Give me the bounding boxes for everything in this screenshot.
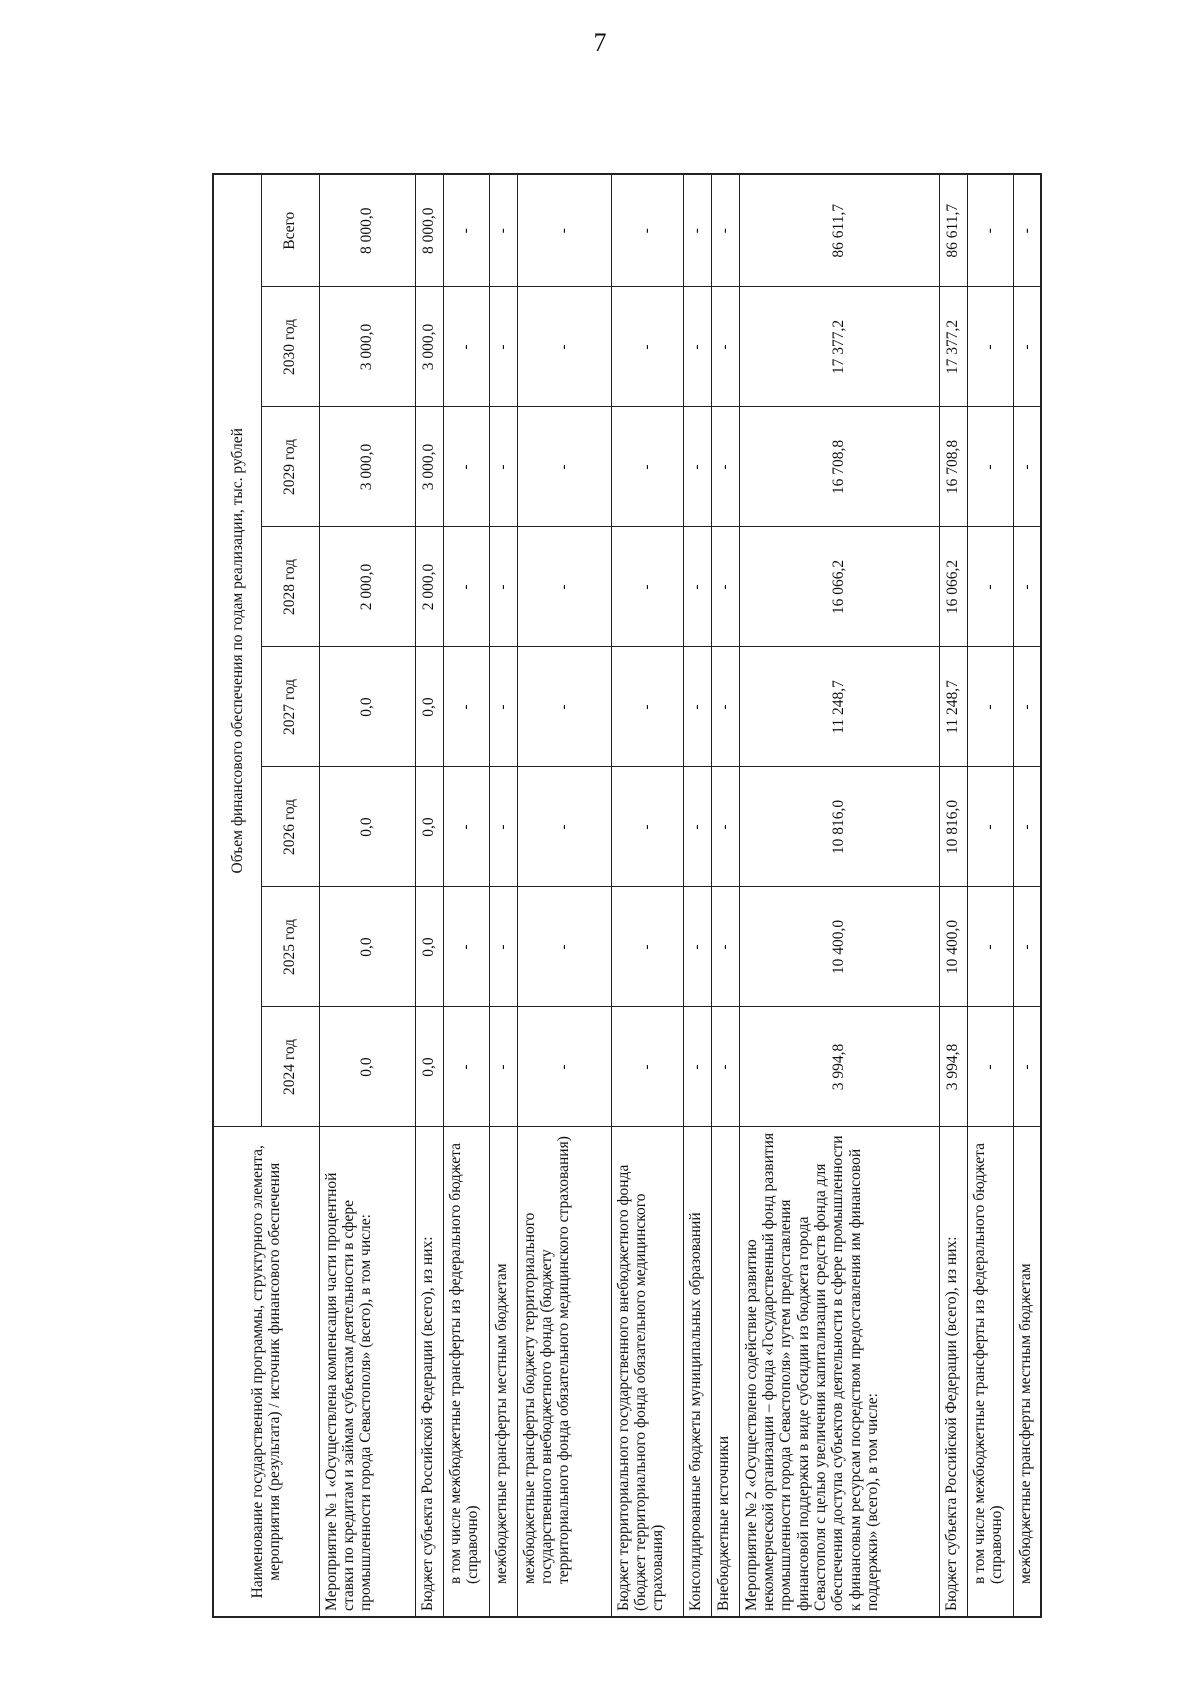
cell-value: 2 000,0 <box>415 527 443 647</box>
cell-value: 0,0 <box>319 1007 415 1127</box>
cell-value: 0,0 <box>415 1007 443 1127</box>
table-row <box>489 174 517 1617</box>
cell-value: 16 066,2 <box>739 527 939 647</box>
cell-value: - <box>611 647 683 767</box>
cell-value: - <box>443 287 489 407</box>
header-year: 2029 год <box>261 407 319 527</box>
cell-value: - <box>489 767 517 887</box>
cell-value: - <box>967 287 1013 407</box>
cell-value: - <box>611 767 683 887</box>
cell-value: 3 000,0 <box>415 287 443 407</box>
cell-value: - <box>711 887 739 1007</box>
table-row <box>415 174 443 1617</box>
cell-value: - <box>489 647 517 767</box>
cell-value: 3 000,0 <box>415 407 443 527</box>
cell-value: 0,0 <box>415 647 443 767</box>
table-row <box>1013 174 1041 1617</box>
cell-value: - <box>517 887 611 1007</box>
cell-total: - <box>517 174 611 287</box>
cell-value: - <box>489 407 517 527</box>
cell-value: 10 400,0 <box>939 887 967 1007</box>
cell-value: - <box>967 647 1013 767</box>
cell-value: - <box>611 527 683 647</box>
cell-value: - <box>711 287 739 407</box>
cell-value: 0,0 <box>319 887 415 1007</box>
table-row <box>443 174 489 1617</box>
row-label: Бюджет субъекта Российской Федерации (всего), из них: <box>939 1127 967 1617</box>
cell-value: - <box>489 527 517 647</box>
row-label: Консолидированные бюджеты муниципальных образований <box>683 1127 711 1617</box>
header-volume-column: Объем финансового обеспечения по годам реализации, тыс. рублей <box>213 174 261 1127</box>
cell-value: 2 000,0 <box>319 527 415 647</box>
cell-value: - <box>967 1007 1013 1127</box>
header-name-column: Наименование государственной программы, структурного элемента, мероприятия (результата) / источник финансового обеспечения <box>213 1127 319 1617</box>
table-row <box>683 174 711 1617</box>
row-label: межбюджетные трансферты местным бюджетам <box>489 1127 517 1617</box>
cell-value: - <box>683 287 711 407</box>
cell-value: 17 377,2 <box>939 287 967 407</box>
cell-value: - <box>711 1007 739 1127</box>
cell-value: - <box>611 1007 683 1127</box>
table-row <box>967 174 1013 1617</box>
cell-value: 11 248,7 <box>739 647 939 767</box>
row-label: Бюджет субъекта Российской Федерации (всего), из них: <box>415 1127 443 1617</box>
cell-value: - <box>1013 407 1041 527</box>
cell-value: - <box>1013 647 1041 767</box>
table-row <box>939 174 967 1617</box>
cell-value: - <box>683 647 711 767</box>
cell-total: - <box>1013 174 1041 287</box>
cell-value: - <box>683 407 711 527</box>
cell-total: - <box>443 174 489 287</box>
cell-total: 8 000,0 <box>319 174 415 287</box>
cell-value: - <box>517 767 611 887</box>
cell-value: - <box>517 407 611 527</box>
cell-value: 3 000,0 <box>319 407 415 527</box>
cell-value: - <box>711 527 739 647</box>
row-label: Мероприятие № 2 «Осуществлено содействие развитию некоммерческой организации – фонда «Государственный фонд развития промышленности города Севастополя» путем предоставления финансовой поддержки в виде субсидии из бюджета города Севастополя с целью увеличения капитализации средств фонда для обеспечения доступа субъектов деятельности в сфере промышленности к финансовым ресурсам посредством предоставления им финансовой поддержки» (всего), в том числе: <box>739 1127 939 1617</box>
financing-table <box>212 173 1042 1618</box>
cell-value: - <box>967 767 1013 887</box>
cell-value: - <box>443 887 489 1007</box>
cell-value: - <box>967 527 1013 647</box>
row-label: Бюджет территориального государственного внебюджетного фонда (бюджет территориального фонда обязательного медицинского страхования) <box>611 1127 683 1617</box>
table-row <box>517 174 611 1617</box>
cell-value: - <box>489 1007 517 1127</box>
cell-value: 16 708,8 <box>939 407 967 527</box>
cell-value: 16 708,8 <box>739 407 939 527</box>
header-year: 2024 год <box>261 1007 319 1127</box>
row-label: в том числе межбюджетные трансферты из федерального бюджета (справочно) <box>443 1127 489 1617</box>
cell-total: - <box>611 174 683 287</box>
table-row <box>739 174 939 1617</box>
cell-value: - <box>1013 287 1041 407</box>
cell-value: - <box>683 1007 711 1127</box>
cell-value: - <box>517 287 611 407</box>
cell-value: 11 248,7 <box>939 647 967 767</box>
cell-value: - <box>517 1007 611 1127</box>
row-label: Внебюджетные источники <box>711 1127 739 1617</box>
cell-value: 3 994,8 <box>939 1007 967 1127</box>
cell-value: - <box>967 887 1013 1007</box>
table-row <box>611 174 683 1617</box>
table-row <box>319 174 415 1617</box>
header-year: 2028 год <box>261 527 319 647</box>
header-year: 2027 год <box>261 647 319 767</box>
table-row <box>711 174 739 1617</box>
header-total: Всего <box>261 174 319 287</box>
row-label: межбюджетные трансферты бюджету территориального государственного внебюджетного фонда (бюджету территориального фонда обязательного медицинского страхования) <box>517 1127 611 1617</box>
cell-value: 10 400,0 <box>739 887 939 1007</box>
cell-value: - <box>489 287 517 407</box>
cell-value: - <box>683 767 711 887</box>
cell-value: - <box>1013 527 1041 647</box>
cell-total: 86 611,7 <box>939 174 967 287</box>
cell-value: 17 377,2 <box>739 287 939 407</box>
cell-value: - <box>711 407 739 527</box>
cell-value: 0,0 <box>415 887 443 1007</box>
cell-value: - <box>611 887 683 1007</box>
cell-value: - <box>711 767 739 887</box>
header-year: 2025 год <box>261 887 319 1007</box>
cell-value: - <box>683 527 711 647</box>
cell-value: - <box>611 407 683 527</box>
cell-value: - <box>1013 887 1041 1007</box>
cell-total: - <box>967 174 1013 287</box>
cell-value: - <box>517 647 611 767</box>
cell-value: - <box>611 287 683 407</box>
cell-value: - <box>443 1007 489 1127</box>
cell-value: - <box>443 767 489 887</box>
row-label: в том числе межбюджетные трансферты из федерального бюджета (справочно) <box>967 1127 1013 1617</box>
cell-value: 3 000,0 <box>319 287 415 407</box>
cell-value: - <box>443 407 489 527</box>
cell-value: 10 816,0 <box>939 767 967 887</box>
page-number: 7 <box>593 28 607 57</box>
cell-value: - <box>443 647 489 767</box>
row-label: Мероприятие № 1 «Осуществлена компенсация части процентной ставки по кредитам и займам субъектам деятельности в сфере промышленности города Севастополя» (всего), в том числе: <box>319 1127 415 1617</box>
rotated-table-container <box>212 203 1112 1618</box>
cell-total: - <box>489 174 517 287</box>
cell-total: - <box>711 174 739 287</box>
header-year: 2030 год <box>261 287 319 407</box>
cell-value: 10 816,0 <box>739 767 939 887</box>
cell-value: - <box>517 527 611 647</box>
header-year: 2026 год <box>261 767 319 887</box>
cell-value: - <box>1013 767 1041 887</box>
cell-total: 8 000,0 <box>415 174 443 287</box>
cell-value: 0,0 <box>319 647 415 767</box>
cell-value: - <box>967 407 1013 527</box>
cell-total: 86 611,7 <box>739 174 939 287</box>
cell-total: - <box>683 174 711 287</box>
cell-value: - <box>443 527 489 647</box>
cell-value: - <box>711 647 739 767</box>
cell-value: 0,0 <box>415 767 443 887</box>
cell-value: - <box>683 887 711 1007</box>
cell-value: - <box>489 887 517 1007</box>
cell-value: 3 994,8 <box>739 1007 939 1127</box>
row-label: межбюджетные трансферты местным бюджетам <box>1013 1127 1041 1617</box>
cell-value: - <box>1013 1007 1041 1127</box>
cell-value: 0,0 <box>319 767 415 887</box>
cell-value: 16 066,2 <box>939 527 967 647</box>
